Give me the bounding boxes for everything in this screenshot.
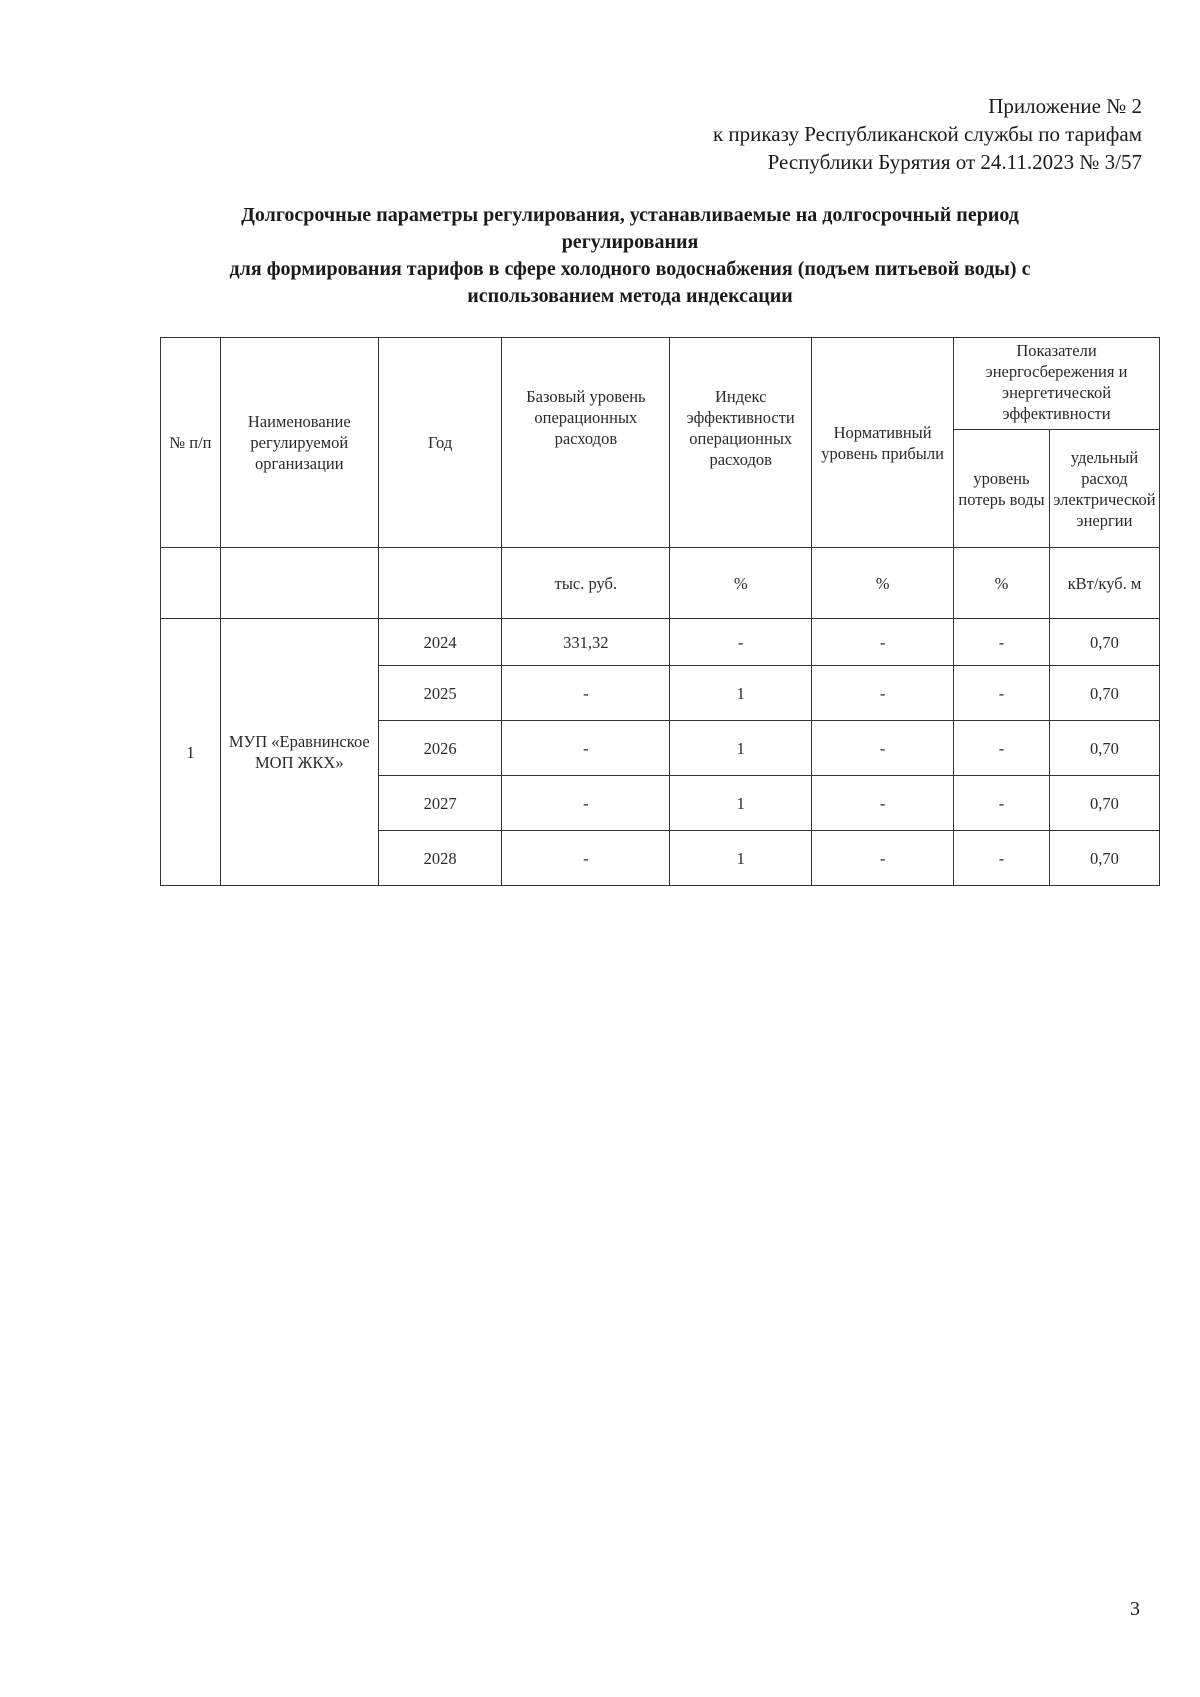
title-line-4: использованием метода индексации (467, 285, 793, 307)
cell-year: 2027 (378, 776, 502, 831)
appendix-order-date: Республики Бурятия от 24.11.2023 № 3/57 (767, 150, 1142, 174)
appendix-label: Приложение № 2 (988, 94, 1142, 118)
cell-loss: - (954, 619, 1050, 666)
unit-empty (220, 548, 378, 619)
cell-loss: - (954, 721, 1050, 776)
cell-year: 2024 (378, 619, 502, 666)
unit-index: % (670, 548, 812, 619)
cell-loss: - (954, 831, 1050, 886)
unit-profit: % (812, 548, 954, 619)
title-line-1: Долгосрочные параметры регулирования, устанавливаемые на долгосрочный период (241, 204, 1019, 226)
header-energy-consumption: удельный расход электрической энергии (1049, 430, 1159, 548)
org-number: 1 (161, 619, 221, 886)
cell-year: 2028 (378, 831, 502, 886)
cell-profit: - (812, 619, 954, 666)
unit-loss: % (954, 548, 1050, 619)
cell-year: 2025 (378, 666, 502, 721)
table-row (161, 619, 1160, 666)
parameters-table (160, 337, 1160, 886)
cell-energy: 0,70 (1049, 721, 1159, 776)
cell-profit: - (812, 666, 954, 721)
page-number: 3 (1130, 1598, 1140, 1620)
cell-loss: - (954, 776, 1050, 831)
cell-index: 1 (670, 831, 812, 886)
cell-index: 1 (670, 776, 812, 831)
title-line-2: регулирования (561, 231, 699, 253)
cell-base: - (502, 776, 670, 831)
cell-base: 331,32 (502, 619, 670, 666)
header-energy-group: Показатели энергосбережения и энергетической эффективности (954, 338, 1160, 430)
cell-base: - (502, 721, 670, 776)
cell-index: 1 (670, 666, 812, 721)
cell-year: 2026 (378, 721, 502, 776)
units-row (161, 548, 1160, 619)
cell-energy: 0,70 (1049, 619, 1159, 666)
document-title (130, 202, 1130, 310)
cell-profit: - (812, 831, 954, 886)
unit-empty (161, 548, 221, 619)
header-base-opex: Базовый уровень операционных расходов (502, 338, 670, 548)
header-year: Год (378, 338, 502, 548)
org-name: МУП «Еравнинское МОП ЖКХ» (220, 619, 378, 886)
cell-profit: - (812, 776, 954, 831)
cell-energy: 0,70 (1049, 776, 1159, 831)
header-num: № п/п (161, 338, 221, 548)
header-water-loss: уровень потерь воды (954, 430, 1050, 548)
cell-energy: 0,70 (1049, 831, 1159, 886)
cell-index: 1 (670, 721, 812, 776)
cell-base: - (502, 831, 670, 886)
title-line-3: для формирования тарифов в сфере холодного водоснабжения (подъем питьевой воды) с (229, 258, 1031, 280)
appendix-header (713, 92, 1142, 176)
appendix-order-ref: к приказу Республиканской службы по тарифам (712, 122, 1142, 146)
header-efficiency-index: Индекс эффективности операционных расходов (670, 338, 812, 548)
unit-empty (378, 548, 502, 619)
cell-loss: - (954, 666, 1050, 721)
header-org: Наименование регулируемой организации (220, 338, 378, 548)
unit-base: тыс. руб. (502, 548, 670, 619)
cell-profit: - (812, 721, 954, 776)
header-profit-level: Нормативный уровень прибыли (812, 338, 954, 548)
cell-energy: 0,70 (1049, 666, 1159, 721)
cell-index: - (670, 619, 812, 666)
cell-base: - (502, 666, 670, 721)
unit-energy: кВт/куб. м (1049, 548, 1159, 619)
